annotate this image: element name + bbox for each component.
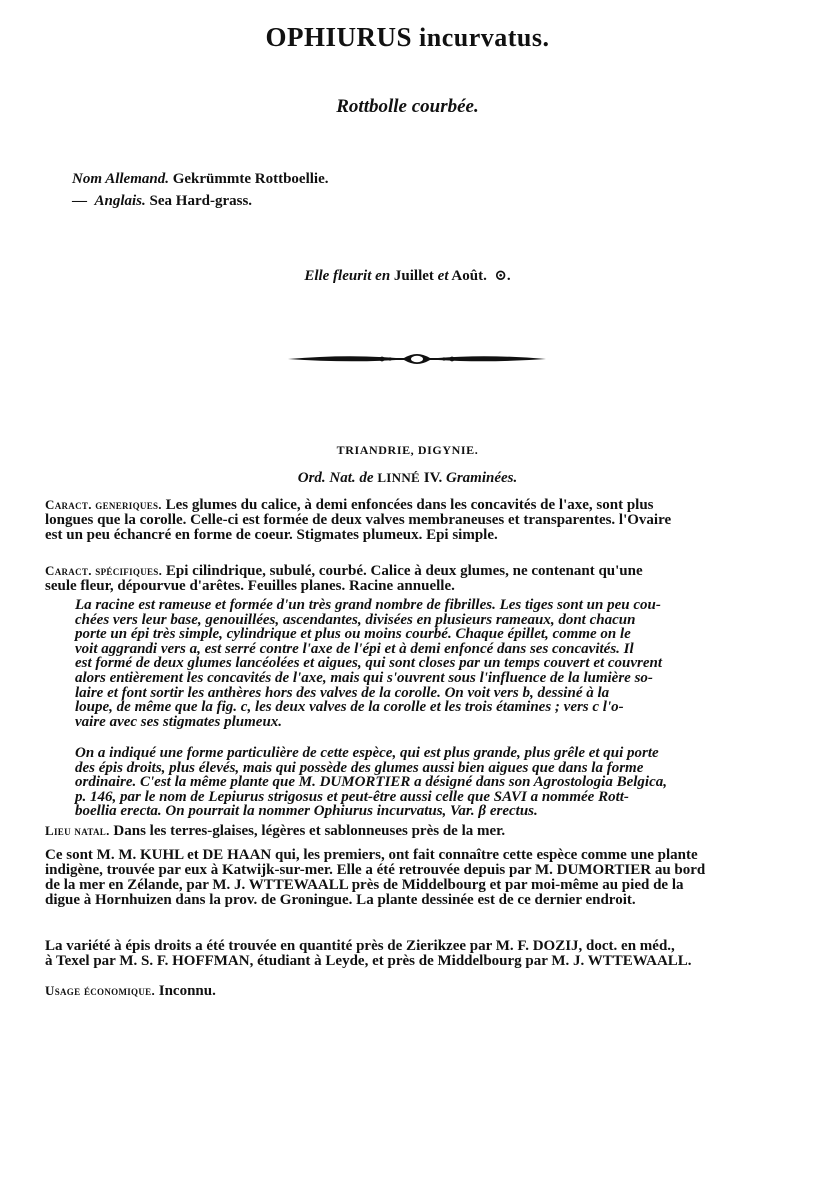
english-label: Anglais. (94, 193, 146, 209)
flowering-et: et (437, 268, 449, 284)
page-title (0, 22, 815, 53)
flowering-period (0, 266, 815, 285)
economic-usage (45, 983, 767, 999)
german-value: Gekrümmte Rottboellie. (172, 171, 329, 187)
generic-characters (45, 497, 767, 543)
text-line: chées vers leur base, genouillées, ascendantes, divisées en plusieurs rameaux, dont chacun (75, 611, 636, 628)
order-family: Graminées. (446, 470, 518, 486)
english-name-line (72, 193, 252, 210)
german-name-line (72, 171, 329, 188)
text-line: vaire avec ses stigmates plumeux. (75, 713, 283, 730)
annual-symbol: ⊙. (494, 268, 511, 284)
text-line: longues que la corolle. Celle-ci est formée de deux valves membraneuses et transparentes. l'Ovaire (45, 512, 672, 528)
text-line: Epi cilindrique, subulé, courbé. Calice à deux glumes, ne contenant qu'une (165, 563, 643, 579)
description (75, 598, 767, 729)
text-line: loupe, de même que la fig. c, les deux valves de la corolle et les trois étamines ; vers c l'o- (75, 699, 624, 716)
text-line: voit aggrandi vers a, est serré contre l'axe de l'épi et à demi enfoncé dans ses concavités. Il (75, 640, 634, 657)
text-line: de la mer en Zélande, par M. J. WTTEWAALL près de Middelbourg et par moi-même au pied de la (45, 877, 684, 893)
usage-text: Inconnu. (158, 983, 216, 999)
specific-characters (45, 563, 767, 594)
flowering-prefix: Elle fleurit (304, 268, 372, 284)
english-dash: — (72, 193, 87, 209)
text-line: laire et font sortir les anthères hors des valves de la corolle. On voit vers b, dessiné à la (75, 684, 610, 701)
habitat-text: Dans les terres-glaises, légères et sablonneuses près de la mer. (113, 823, 506, 839)
genus-name: OPHIURUS (265, 22, 413, 52)
text-line: indigène, trouvée par eux à Katwijk-sur-mer. Elle a été retrouvée depuis par M. DUMORTIER au bord (45, 862, 706, 878)
text-line: Les glumes du calice, à demi enfoncées dans les concavités de l'axe, sont plus (165, 497, 654, 513)
habitat-label: Lieu natal. (45, 823, 110, 838)
text-line: seule fleur, dépourvue d'arêtes. Feuilles planes. Racine annuelle. (45, 578, 455, 594)
variety-locations (45, 939, 767, 969)
flowering-en: en (375, 268, 391, 284)
order-class: IV. (423, 470, 443, 486)
english-value: Sea Hard-grass. (149, 193, 253, 209)
german-label: Nom Allemand. (72, 171, 169, 187)
text-line: ordinaire. C'est la même plante que M. DUMORTIER a désigné dans son Agrostologia Belgica, (75, 774, 667, 791)
species-name: incurvatus. (419, 23, 550, 52)
text-line: Ce sont M. M. KUHL et DE HAAN qui, les premiers, ont fait connaître cette espèce comme une plante (45, 847, 698, 863)
flowering-month-1: Juillet (393, 268, 434, 284)
order-author: LINNÉ (377, 470, 420, 485)
text-line: porte un épi très simple, cylindrique et plus ou moins courbé. Chaque épillet, comme on le (75, 626, 631, 643)
discovery (45, 848, 767, 908)
text-line: alors entièrement les concavités de l'axe, mais qui s'ouvrent sous l'influence de la lumière so- (75, 669, 653, 686)
text-line: La variété à épis droits a été trouvée en quantité près de Zierikzee par M. F. DOZIJ, doct. en méd., (45, 938, 675, 954)
text-line: est formé de deux glumes lancéolées et aigues, qui sont closes par un temps couvert et couvrent (75, 655, 663, 672)
flowering-month-2: Août. (451, 268, 487, 284)
common-name: Rottbolle courbée. (336, 96, 479, 117)
text-line: digue à Hornhuizen dans la prov. de Groningue. La plante dessinée est de ce dernier endroit. (45, 892, 636, 908)
variety-description (75, 746, 767, 819)
text-line: boellia erecta. On pourrait la nommer Ophiurus incurvatus, Var. β erectus. (75, 803, 538, 820)
text-line: On a indiqué une forme particulière de cette espèce, qui est plus grande, plus grêle et qui porte (75, 745, 659, 761)
usage-label: Usage économique. (45, 983, 155, 998)
ornament-divider (286, 348, 548, 370)
natural-order (0, 470, 815, 487)
text-line: à Texel par M. S. F. HOFFMAN, étudiant à Leyde, et près de Middelbourg par M. J. WTTEWAALL. (45, 953, 692, 969)
specific-label: Caract. spécifiques. (45, 563, 163, 578)
generic-label: Caract. generiques. (45, 497, 162, 512)
text-line: est un peu échancré en forme de coeur. Stigmates plumeux. Epi simple. (45, 527, 498, 543)
text-line: La racine est rameuse et formée d'un très grand nombre de fibrilles. Les tiges sont un peu cou- (75, 597, 661, 613)
sexual-system: TRIANDRIE, DIGYNIE. (336, 443, 479, 457)
habitat (45, 823, 767, 839)
text-line: des épis droits, plus élevés, mais qui possède des glumes aussi bien aigues que dans la forme (75, 759, 644, 776)
order-prefix: Ord. Nat. de (297, 470, 374, 486)
text-line: p. 146, par le nom de Lepiurus strigosus et peut-être aussi celle que SAVI a nommée Rott- (75, 788, 629, 805)
